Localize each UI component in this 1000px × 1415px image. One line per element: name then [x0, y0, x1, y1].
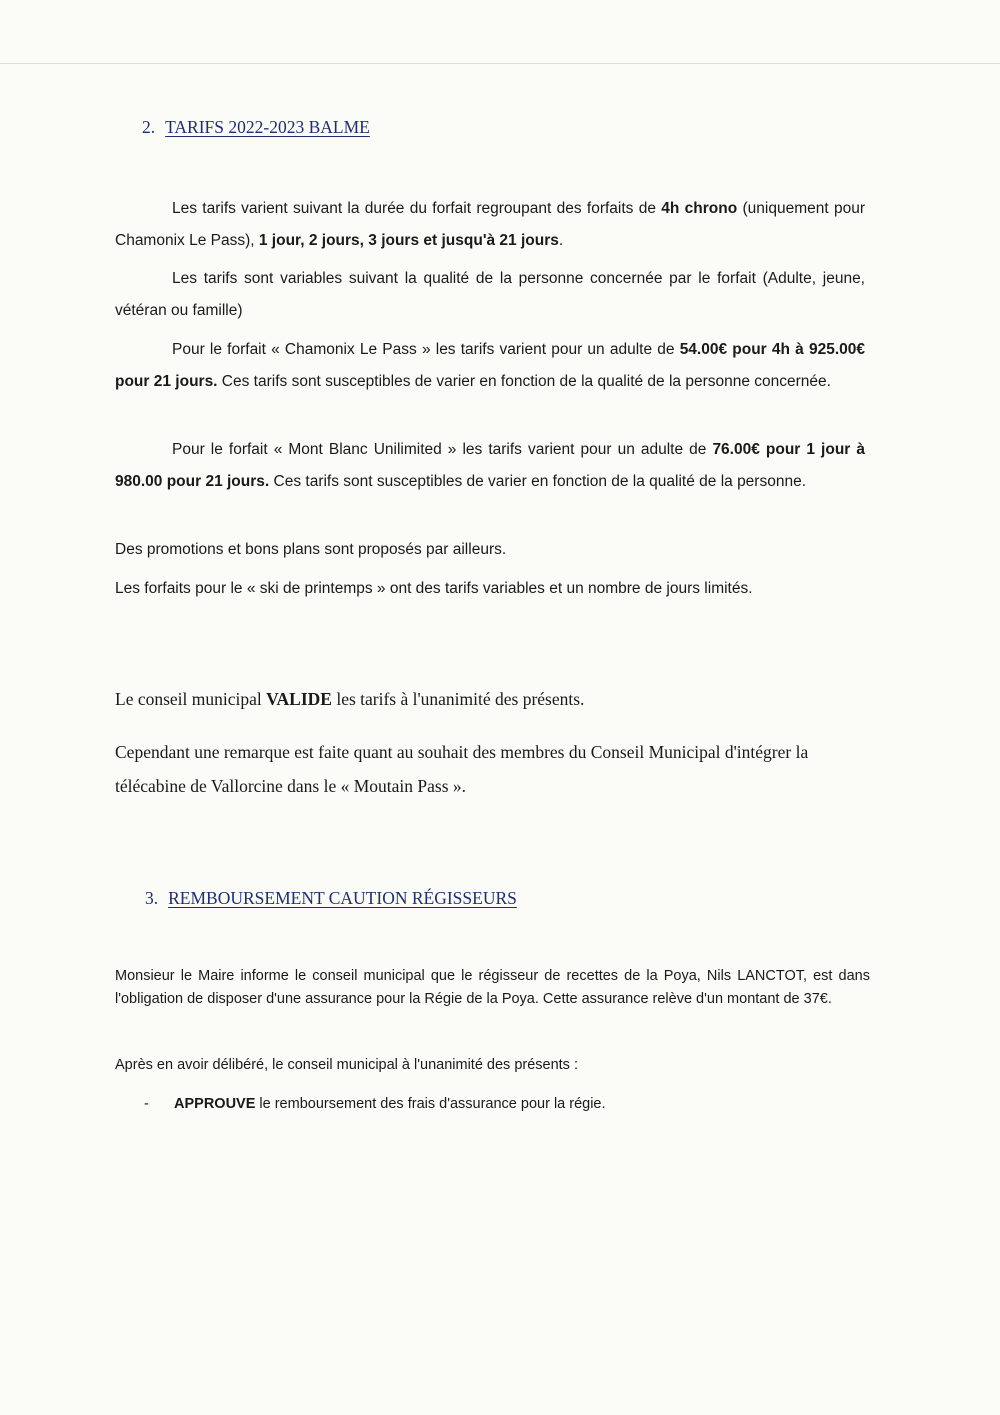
text-run: le remboursement des frais d'assurance pour la régie.: [255, 1096, 606, 1112]
bold-run: 54.00€ pour 4h à 925.00€ pour 21 jours.: [115, 341, 865, 390]
bold-run: 4h chrono: [661, 200, 738, 217]
section-2-paragraph-mont-blanc: [115, 434, 865, 498]
text-run: (uniquement pour Chamonix Le Pass),: [115, 200, 865, 249]
section-2-paragraph-durations: [115, 193, 865, 257]
section-2-number: 2.: [142, 117, 156, 137]
text-run: Le conseil municipal: [115, 689, 267, 709]
bold-run: 1 jour, 2 jours, 3 jours et jusqu'à 21 jours: [258, 232, 559, 249]
section-2-paragraph-promotions: Des promotions et bons plans sont proposés par ailleurs.: [115, 541, 507, 558]
section-3-title: REMBOURSEMENT CAUTION RÉGISSEURS: [168, 888, 517, 908]
text-run: .: [558, 232, 564, 249]
bullet-dash: -: [144, 1096, 149, 1112]
bold-run: APPROUVE: [174, 1096, 256, 1112]
section-2-remark: Cependant une remarque est faite quant au souhait des membres du Conseil Municipal d'intégrer la télécabine de Vallorcine dans le « Moutain Pass ».: [115, 742, 809, 796]
section-2-decision: [115, 682, 875, 716]
section-2-paragraph-quality: Les tarifs sont variables suivant la qualité de la personne concernée par le forfait (Adulte, jeune, vétéran ou famille): [115, 270, 865, 319]
section-2-heading: [142, 117, 370, 138]
text-run: les tarifs à l'unanimité des présents.: [331, 689, 585, 709]
section-3-paragraph-deliberation: Après en avoir délibéré, le conseil municipal à l'unanimité des présents :: [115, 1057, 578, 1073]
section-2-paragraph-chamonix-pass: [115, 334, 865, 398]
text-run: Ces tarifs sont susceptibles de varier en fonction de la qualité de la personne.: [269, 473, 807, 490]
text-run: Pour le forfait « Chamonix Le Pass » les tarifs varient pour un adulte de: [172, 341, 680, 358]
bold-run: VALIDE: [266, 689, 332, 709]
section-3-bullet-approve: [144, 1096, 606, 1112]
text-run: Pour le forfait « Mont Blanc Unilimited » les tarifs varient pour un adulte de: [172, 441, 713, 458]
page-top-border: [0, 63, 1000, 64]
section-2-title: TARIFS 2022-2023 BALME: [165, 117, 370, 137]
section-3-number: 3.: [145, 888, 159, 908]
section-2-paragraph-spring-ski: Les forfaits pour le « ski de printemps » ont des tarifs variables et un nombre de jours limités.: [115, 580, 753, 597]
section-3-paragraph-insurance: Monsieur le Maire informe le conseil municipal que le régisseur de recettes de la Poya, Nils LANCTOT, est dans l'obligation de disposer d'une assurance pour la Régie de la Poya. Cette assurance relève d'un montant de 37€.: [115, 968, 870, 1007]
text-run: Ces tarifs sont susceptibles de varier en fonction de la qualité de la personne concernée.: [217, 373, 831, 390]
bold-run: 76.00€ pour 1 jour à 980.00 pour 21 jours.: [115, 441, 865, 490]
text-run: Les tarifs varient suivant la durée du forfait regroupant des forfaits de: [172, 200, 662, 217]
section-3-heading: [145, 888, 517, 909]
